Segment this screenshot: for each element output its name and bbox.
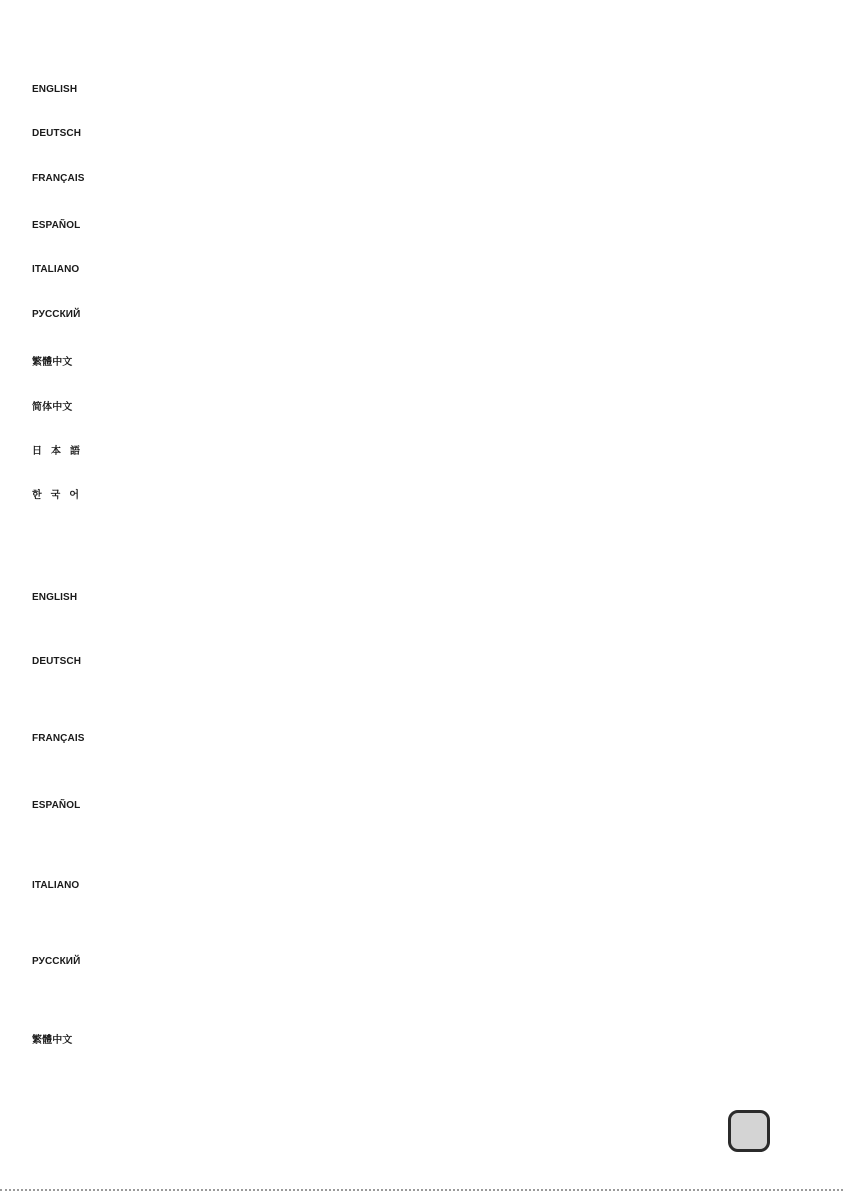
- language-label-russian: РУССКИЙ: [32, 956, 81, 967]
- language-label-english: ENGLISH: [32, 592, 78, 603]
- language-label-korean: 한국어: [32, 490, 88, 501]
- language-label-francais: FRANÇAIS: [32, 173, 85, 184]
- language-label-english: ENGLISH: [32, 84, 78, 95]
- language-label-japanese: 日本語: [32, 446, 89, 457]
- language-label-italiano: ITALIANO: [32, 264, 80, 275]
- page-tab-marker: [728, 1110, 770, 1152]
- language-label-espanol: ESPAÑOL: [32, 800, 81, 811]
- language-label-deutsch: DEUTSCH: [32, 128, 82, 139]
- language-label-traditional-chinese: 繁體中文: [32, 357, 73, 368]
- bottom-dotted-rule: [0, 1189, 843, 1191]
- language-label-francais: FRANÇAIS: [32, 733, 85, 744]
- language-label-simplified-chinese: 简体中文: [32, 402, 73, 413]
- language-label-traditional-chinese: 繁體中文: [32, 1035, 73, 1046]
- language-label-espanol: ESPAÑOL: [32, 220, 81, 231]
- language-label-deutsch: DEUTSCH: [32, 656, 82, 667]
- language-label-russian: РУССКИЙ: [32, 309, 81, 320]
- language-label-italiano: ITALIANO: [32, 880, 80, 891]
